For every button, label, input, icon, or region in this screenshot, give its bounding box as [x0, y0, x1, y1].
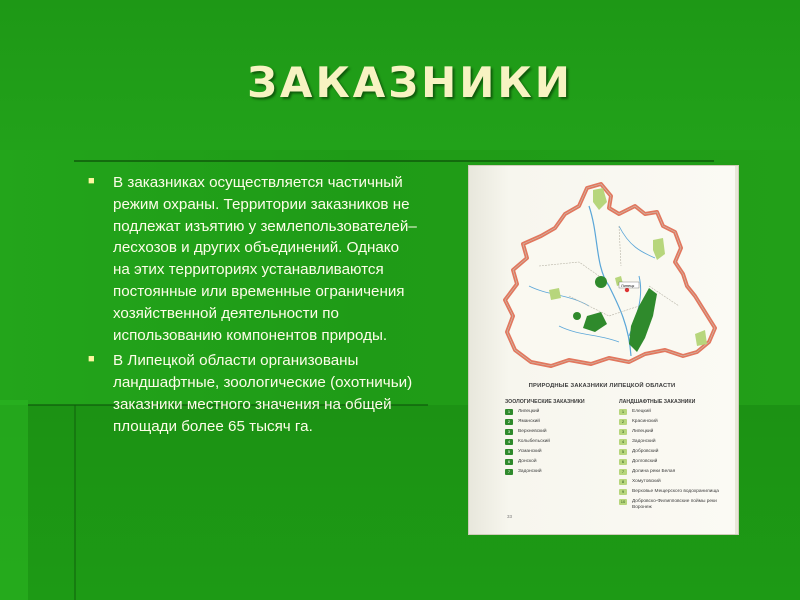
legend-chip: 5: [505, 449, 513, 455]
legend-title: ПРИРОДНЫЕ ЗАКАЗНИКИ ЛИПЕЦКОЙ ОБЛАСТИ: [528, 383, 676, 389]
legend-chip: 5: [619, 449, 627, 455]
legend-item: [619, 429, 735, 439]
legend-label: Добровско-Филипповские поймы реки Воронеж: [632, 499, 717, 510]
legend-chip: 9: [619, 489, 627, 495]
legend-item: [619, 499, 735, 509]
legend-chip: 8: [619, 479, 627, 485]
bullet-item: [88, 172, 418, 346]
legend-item: [619, 439, 735, 449]
legend-label: Задонский: [632, 439, 656, 444]
legend-chip: 2: [505, 419, 513, 425]
legend-label: Задонский: [518, 469, 542, 474]
legend-chip: 10: [620, 499, 626, 504]
map-page-image: [469, 166, 738, 534]
legend-item: [619, 489, 735, 499]
legend-chip: 3: [505, 429, 513, 435]
bullet-square-icon: ■: [88, 353, 95, 366]
legend-item: [619, 459, 735, 469]
legend-label: Донской: [518, 459, 537, 464]
legend-label: Добровский: [632, 449, 659, 454]
reserve-area: [573, 312, 581, 320]
zoological-header: ЗООЛОГИЧЕСКИЕ ЗАКАЗНИКИ: [505, 399, 585, 405]
legend-chip: 1: [505, 409, 513, 415]
city-marker: [625, 288, 629, 292]
bullet-text: В заказниках осуществляется частичный режим охраны. Территории заказников не подлежат изъятию у землепользователей– лесхозов и других объединений. Однако на этих территориях устанавливаются постоянные или временные ограничения хозяйственной деятельности по использованию компонентов природы.: [113, 174, 417, 344]
legend-label: Хомутовский: [632, 479, 661, 484]
left-edge-accent: [0, 400, 28, 600]
legend-chip: 2: [619, 419, 627, 425]
divider-line-top: [74, 160, 714, 162]
legend-chip: 6: [619, 459, 627, 465]
legend-chip: 6: [505, 459, 513, 465]
landscape-header: ЛАНДШАФТНЫЕ ЗАКАЗНИКИ: [619, 399, 696, 405]
legend-label: Верховье Мещерского водохранилища: [632, 489, 719, 494]
legend-label: Усманский: [518, 449, 542, 454]
divider-line-vertical: [74, 405, 76, 600]
legend-chip: 4: [619, 439, 627, 445]
landscape-legend: [619, 409, 735, 509]
legend-label: Верхневский: [518, 429, 547, 434]
city-label: Липецк: [621, 283, 635, 288]
legend-item: [505, 459, 550, 469]
legend-chip: 4: [505, 439, 513, 445]
legend-item: [505, 409, 550, 419]
legend-chip: 1: [619, 409, 627, 415]
legend-chip: 7: [505, 469, 513, 475]
legend-label: Липецкий: [632, 429, 654, 434]
legend-item: [619, 479, 735, 489]
zoological-legend: [505, 409, 550, 479]
bullet-square-icon: ■: [88, 175, 95, 187]
reserve-area: [549, 288, 561, 300]
legend-label: Красинский: [632, 419, 658, 424]
bullet-item: [88, 350, 418, 437]
legend-label: Колыбельский: [518, 439, 550, 444]
legend-item: [505, 429, 550, 439]
reserve-area: [595, 276, 607, 288]
legend-chip: 7: [619, 469, 627, 475]
legend-item: [505, 419, 550, 429]
legend-label: Елецкий: [632, 409, 651, 414]
legend-label: Долина реки Белая: [632, 469, 676, 474]
legend-label: Долговский: [632, 459, 658, 464]
legend-item: [619, 419, 735, 429]
legend-item: [619, 449, 735, 459]
region-map: [469, 166, 735, 381]
page-number: 33: [507, 514, 513, 519]
legend-item: [505, 469, 550, 479]
bullet-list: [88, 172, 418, 438]
legend-item: [619, 469, 735, 479]
legend-item: [505, 439, 550, 449]
legend-chip: 3: [619, 429, 627, 435]
slide-title: ЗАКАЗНИКИ: [247, 58, 573, 107]
legend-label: Яманский: [518, 419, 540, 424]
legend-label: Липецкий: [518, 409, 540, 414]
legend-item: [619, 409, 735, 419]
legend-item: [505, 449, 550, 459]
bullet-text: В Липецкой области организованы ландшафтные, зоологические (охотничьи) заказники местного значения на общей площади более 65 тысяч га.: [113, 352, 413, 435]
